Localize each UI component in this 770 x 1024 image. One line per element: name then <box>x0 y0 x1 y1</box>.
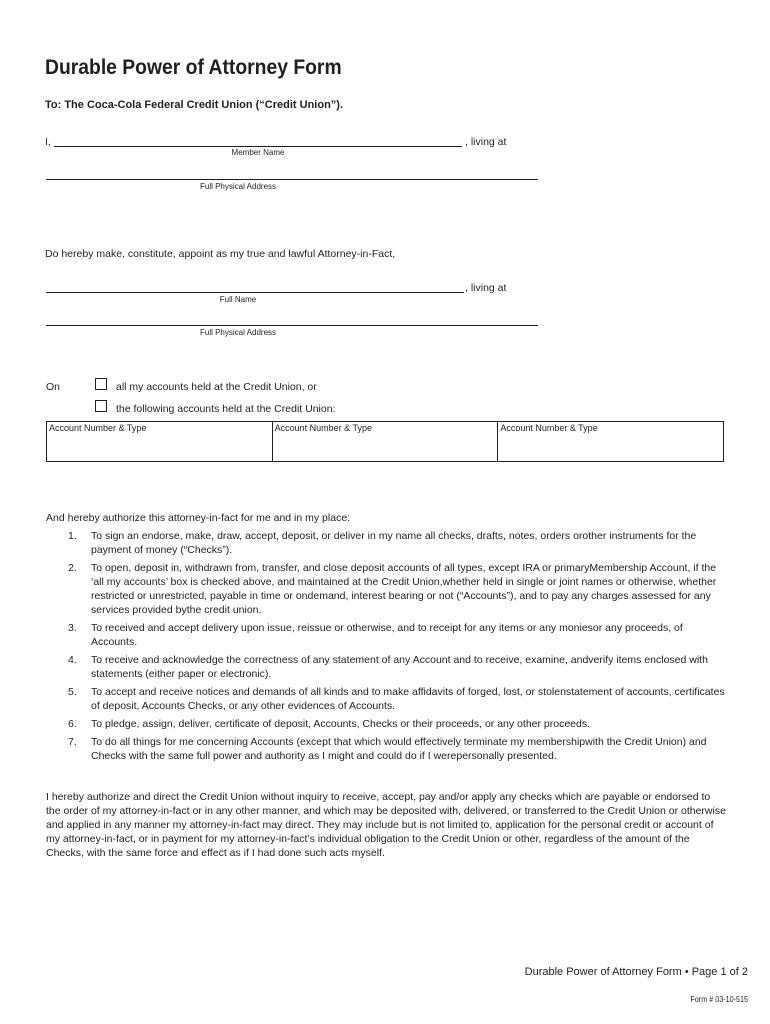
direction-paragraph: I hereby authorize and direct the Credit Union without inquiry to receive, accept, pay and/or apply any checks which are payable or endorsed to the order of my attorney-in-fact or in any other manner, and which may be deposited with, delivered, or transferred to the Credit Union or otherwise and applied in any manner my attorney-in-fact may direct. They may include but is not limited to, application for the personal credit or account of my attorney-in-fact, or in payment for my attorney-in-fact’s individual obligation to the Credit Union or other, regardless of the amount of the Checks, with the same force and effect as if I had done such acts myself. <box>46 791 726 859</box>
account-cell-2[interactable]: Account Number & Type <box>272 422 498 462</box>
item-text: To open, deposit in, withdrawn from, transfer, and close deposit accounts of all types, except IRA or primaryMembership Account, if the ‘all my accounts’ box is checked above, and maintained at the Credit Union,whether held in single or joint names or otherwise, whether restricted or unrestricted, payable in time or ondemand, interest bearing or not (“Accounts”), and to pay any charges assessed for any services provided bythe credit union. <box>91 562 717 616</box>
on-label: On <box>46 381 61 393</box>
member-name-field[interactable] <box>54 146 462 147</box>
attorney-address-caption: Full Physical Address <box>199 328 277 337</box>
account-cell-1[interactable]: Account Number & Type <box>47 422 273 462</box>
all-accounts-label: all my accounts held at the Credit Union, or <box>116 381 317 393</box>
item-number: 6. <box>68 718 77 730</box>
attorney-address-field[interactable] <box>46 325 538 326</box>
page-title: Durable Power of Attorney Form <box>45 56 342 79</box>
item-text: To received and accept delivery upon issue, reissue or otherwise, and to receipt for any items or any moniesor any proceeds, of Accounts. <box>91 622 683 648</box>
following-accounts-label: the following accounts held at the Credit Union: <box>116 403 336 415</box>
authorization-list <box>46 529 726 767</box>
member-address-field[interactable] <box>46 179 538 180</box>
appoint-text: Do hereby make, constitute, appoint as my true and lawful Attorney-in-Fact, <box>45 248 396 260</box>
list-item <box>46 529 726 557</box>
item-number: 7. <box>68 736 77 748</box>
item-text: To sign an endorse, make, draw, accept, deposit, or deliver in my name all checks, drafts, notes, orders orother instruments for the payment of money (“Checks”). <box>91 530 697 556</box>
item-number: 2. <box>68 562 77 574</box>
all-accounts-checkbox[interactable] <box>95 378 107 390</box>
list-item <box>46 621 726 649</box>
member-name-caption: Member Name <box>231 148 285 157</box>
item-number: 5. <box>68 686 77 698</box>
item-text: To do all things for me concerning Accounts (except that which would effectively terminate my membershipwith the Credit Union) and Checks with the same full power and authority as I might and could do if I werepersonally presented. <box>91 736 707 762</box>
list-item <box>46 653 726 681</box>
page-footer: Durable Power of Attorney Form • Page 1 of 2 <box>524 966 748 978</box>
attorney-name-field[interactable] <box>46 292 464 293</box>
item-number: 1. <box>68 530 77 542</box>
member-address-caption: Full Physical Address <box>199 182 277 191</box>
form-number: Form # 03-10-515 <box>690 995 748 1004</box>
item-number: 3. <box>68 622 77 634</box>
item-text: To pledge, assign, deliver, certificate of deposit, Accounts, Checks or their proceeds, or any other proceeds. <box>91 718 591 730</box>
account-table <box>46 421 724 462</box>
list-item <box>46 685 726 713</box>
list-item <box>46 717 726 731</box>
item-number: 4. <box>68 654 77 666</box>
attorney-name-caption: Full Name <box>219 295 257 304</box>
list-item <box>46 561 726 617</box>
addressee-line: To: The Coca-Cola Federal Credit Union (“Credit Union”). <box>45 99 344 111</box>
following-accounts-checkbox[interactable] <box>95 400 107 412</box>
account-cell-3[interactable]: Account Number & Type <box>498 422 724 462</box>
attorney-living-at: , living at <box>465 282 507 294</box>
list-item <box>46 735 726 763</box>
member-prefix: I, <box>45 136 51 148</box>
item-text: To accept and receive notices and demands of all kinds and to make affidavits of forged, lost, or stolenstatement of accounts, certificates of deposit, Accounts Checks, or any other evidences of Accounts. <box>91 686 725 712</box>
authorize-intro: And hereby authorize this attorney-in-fact for me and in my place: <box>46 512 351 524</box>
member-living-at: , living at <box>465 136 507 148</box>
item-text: To receive and acknowledge the correctness of any statement of any Account and to receive, examine, andverify items enclosed with statements (either paper or electronic). <box>91 654 708 680</box>
